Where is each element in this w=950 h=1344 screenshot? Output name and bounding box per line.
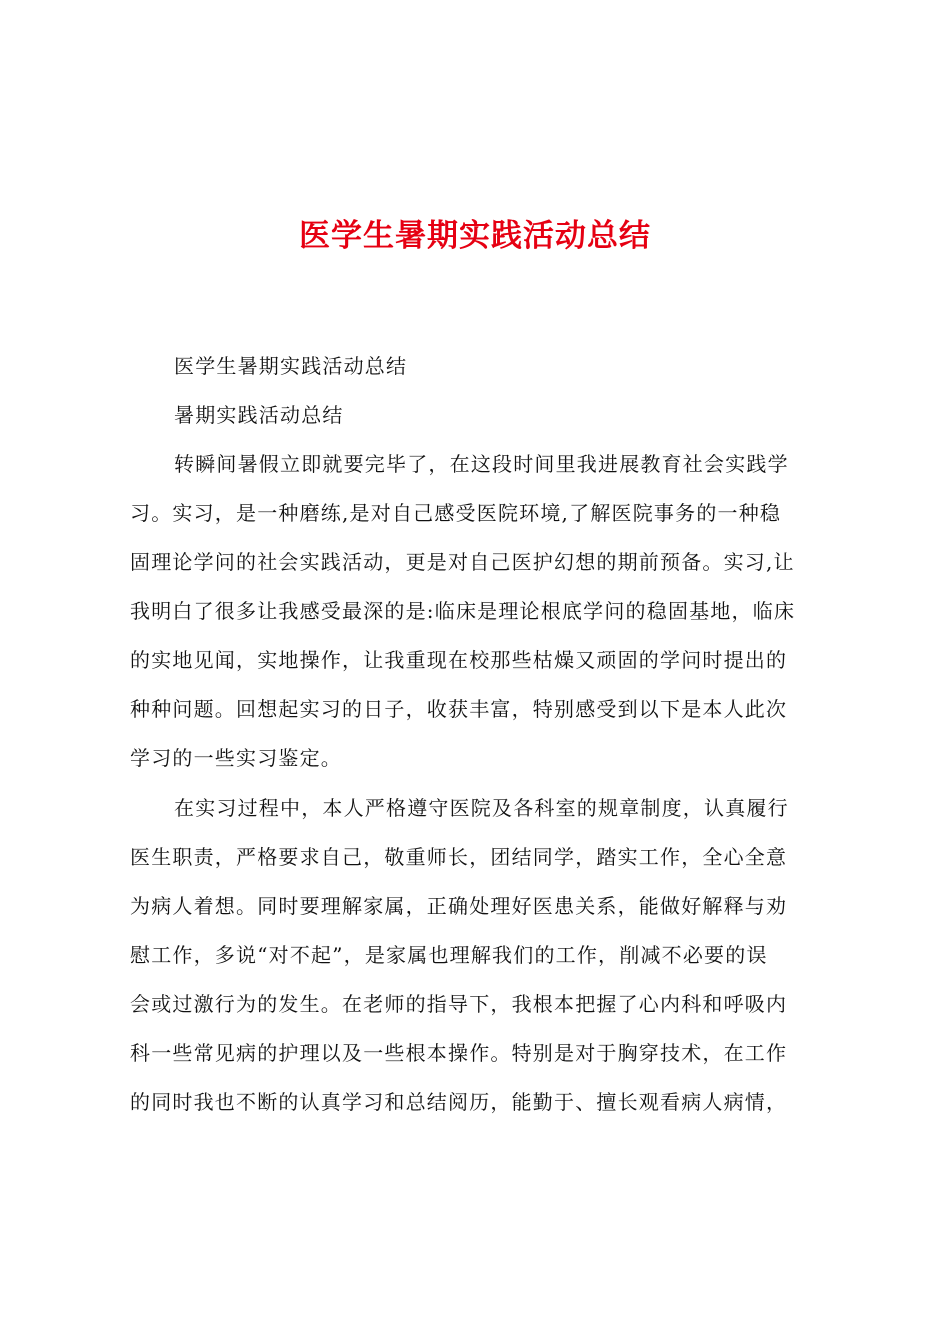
paragraph-2-line-4: 慰工作，多说“对不起”，是家属也理解我们的工作，削减不必要的误 — [130, 943, 768, 967]
paragraph-1-line-3: 固理论学问的社会实践活动，更是对自己医护幻想的期前预备。实习,让 — [130, 550, 795, 574]
paragraph-1-line-6: 种种问题。回想起实习的日子，收获丰富，特别感受到以下是本人此次 — [130, 697, 788, 721]
paragraph-1-line-1: 转瞬间暑假立即就要完毕了，在这段时间里我进展教育社会实践学 — [174, 452, 789, 476]
paragraph-2-line-3: 为病人着想。同时要理解家属，正确处理好医患关系，能做好解释与劝 — [130, 894, 788, 918]
paragraph-1-line-4: 我明白了很多让我感受最深的是:临床是理论根底学问的稳固基地，临床 — [130, 599, 796, 623]
document-title: 医学生暑期实践活动总结 — [299, 218, 651, 254]
heading-line-2: 暑期实践活动总结 — [174, 403, 344, 427]
paragraph-1-line-7: 学习的一些实习鉴定。 — [130, 746, 342, 770]
paragraph-2-line-6: 科一些常见病的护理以及一些根本操作。特别是对于胸穿技术，在工作 — [130, 1041, 788, 1065]
document-body — [130, 342, 830, 1127]
heading-line-1: 医学生暑期实践活动总结 — [174, 354, 408, 378]
paragraph-2-line-5: 会或过激行为的发生。在老师的指导下，我根本把握了心内科和呼吸内 — [130, 992, 788, 1016]
paragraph-1-line-2: 习。实习，是一种磨练,是对自己感受医院环境,了解医院事务的一种稳 — [130, 501, 782, 525]
paragraph-2-line-7: 的同时我也不断的认真学习和总结阅历，能勤于、擅长观看病人病情， — [130, 1090, 788, 1114]
paragraph-2-line-1: 在实习过程中，本人严格遵守医院及各科室的规章制度，认真履行 — [174, 796, 789, 820]
paragraph-2-line-2: 医生职责，严格要求自己，敬重师长，团结同学，踏实工作，全心全意 — [130, 845, 788, 869]
paragraph-1-line-5: 的实地见闻，实地操作，让我重现在校那些枯燥又顽固的学问时提出的 — [130, 648, 788, 672]
